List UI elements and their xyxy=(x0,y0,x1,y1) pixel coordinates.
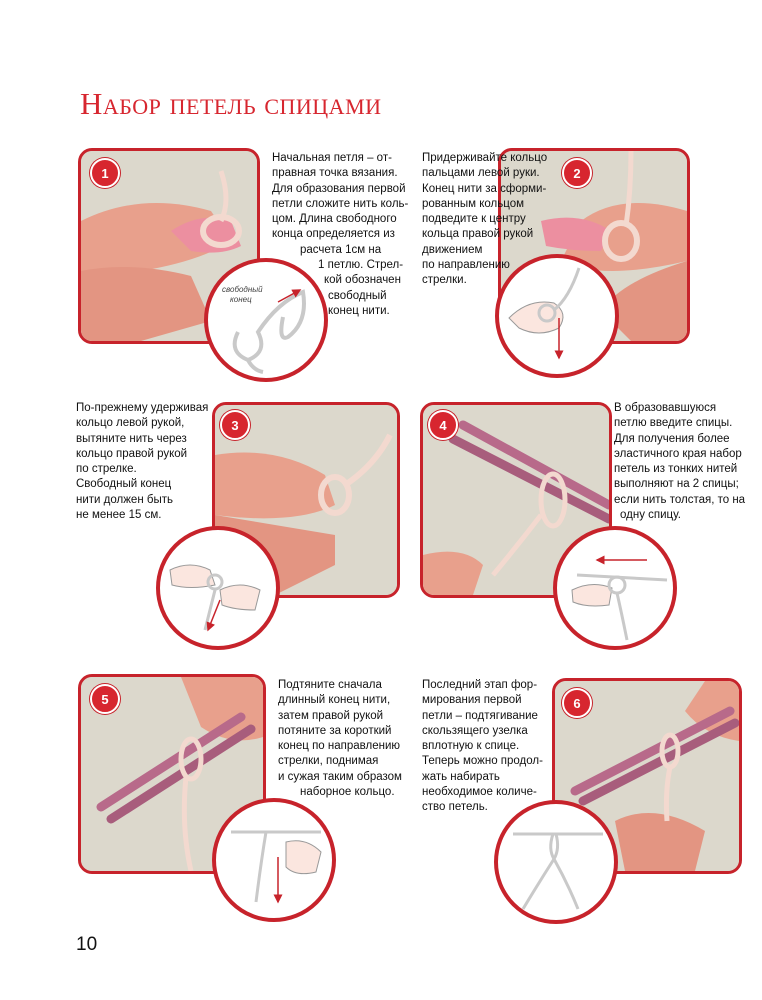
text-line: одну спицу. xyxy=(620,509,681,522)
step-1-inset xyxy=(204,258,328,382)
text-line: подведите к центру xyxy=(422,213,526,226)
text-line: длинный конец нити, xyxy=(278,694,391,707)
text-line: конец нити. xyxy=(328,304,390,317)
text-line: Подтяните сначала xyxy=(278,679,382,691)
step-6-inset xyxy=(494,800,618,924)
text-line: расчета 1см на xyxy=(300,243,382,256)
text-line: затем правой рукой xyxy=(278,709,384,722)
text-line: и сужая таким образом xyxy=(278,770,402,783)
text-line: стрелки, поднимая xyxy=(278,755,379,768)
text-line: петлю введите спицы. xyxy=(614,417,733,430)
text-line: кольца правой рукой xyxy=(422,228,534,241)
text-line: В образовавшуюся xyxy=(614,402,717,414)
free-end-diagram xyxy=(208,262,324,378)
text-line: Свободный конец xyxy=(76,478,172,491)
text-line: скользящего узелка xyxy=(422,724,528,737)
page-number: 10 xyxy=(76,934,98,955)
text-line: не менее 15 см. xyxy=(76,509,162,522)
step-4-inset xyxy=(553,526,677,650)
text-line: Для получения более xyxy=(614,432,730,445)
text-line: пальцами левой руки. xyxy=(422,167,540,180)
text-line: движением xyxy=(422,243,483,256)
text-line: выполняют на 2 спицы; xyxy=(614,478,739,491)
step-4-text xyxy=(614,401,745,523)
text-line: нити должен быть xyxy=(76,493,173,506)
pull-direction-diagram xyxy=(160,530,276,646)
text-line: ство петель. xyxy=(422,801,488,814)
text-line: конца определяется из xyxy=(272,228,395,241)
text-line: петли сложите нить коль- xyxy=(272,197,409,210)
step-3-inset xyxy=(156,526,280,650)
insert-needle-diagram xyxy=(557,530,673,646)
step-4-badge: 4 xyxy=(428,410,458,440)
step-3-text xyxy=(76,401,208,523)
slip-knot-diagram xyxy=(498,804,614,920)
text-line: жать набирать xyxy=(422,770,500,783)
text-line: потяните за короткий xyxy=(278,724,392,737)
step-5-badge: 5 xyxy=(90,684,120,714)
text-line: петель из тонких нитей xyxy=(614,463,738,476)
text-line: 1 петлю. Стрел- xyxy=(318,259,404,272)
text-line: Теперь можно продол- xyxy=(422,755,543,768)
text-line: Начальная петля – от- xyxy=(272,152,392,164)
text-line: Конец нити за сформи- xyxy=(422,182,547,195)
text-line: кольцо правой рукой xyxy=(76,447,188,460)
step-6-badge: 6 xyxy=(562,688,592,718)
text-line: правная точка вязания. xyxy=(272,167,398,180)
text-line: Для образования первой xyxy=(272,182,406,195)
step-2-inset xyxy=(495,254,619,378)
text-line: стрелки. xyxy=(422,274,467,287)
text-line: кой обозначен xyxy=(324,274,401,287)
text-line: свободный xyxy=(328,289,387,302)
text-line: вытяните нить через xyxy=(76,432,187,445)
inset-label-free: свободный xyxy=(222,285,263,294)
text-line: цом. Длина свободного xyxy=(272,213,397,226)
text-line: вплотную к спице. xyxy=(422,740,520,753)
inset-label-end: конец xyxy=(230,295,252,304)
step-6-text xyxy=(422,678,543,816)
text-line: кольцо левой рукой, xyxy=(76,417,185,430)
text-line: наборное кольцо. xyxy=(300,786,395,799)
text-line: если нить толстая, то на xyxy=(614,493,746,506)
text-line: мирования первой xyxy=(422,694,522,707)
step-5-text xyxy=(278,678,402,800)
text-line: петли – подтягивание xyxy=(422,709,538,722)
text-line: по стрелке. xyxy=(76,463,137,476)
text-line: По-прежнему удерживая xyxy=(76,402,209,414)
step-5-inset xyxy=(212,798,336,922)
text-line: Последний этап фор- xyxy=(422,679,538,691)
text-line: по направлению xyxy=(422,259,510,272)
step-1-badge: 1 xyxy=(90,158,120,188)
text-line: рованным кольцом xyxy=(422,197,525,210)
thread-direction-diagram xyxy=(499,258,615,374)
text-line: Придерживайте кольцо xyxy=(422,152,548,164)
text-line: необходимое количе- xyxy=(422,786,537,799)
text-line: эластичного края набор xyxy=(614,447,742,460)
step-2-badge: 2 xyxy=(562,158,592,188)
page-title: Набор петель спицами xyxy=(80,86,382,121)
step-3-badge: 3 xyxy=(220,410,250,440)
text-line: конец по направлению xyxy=(278,740,401,753)
tighten-direction-diagram xyxy=(216,802,332,918)
